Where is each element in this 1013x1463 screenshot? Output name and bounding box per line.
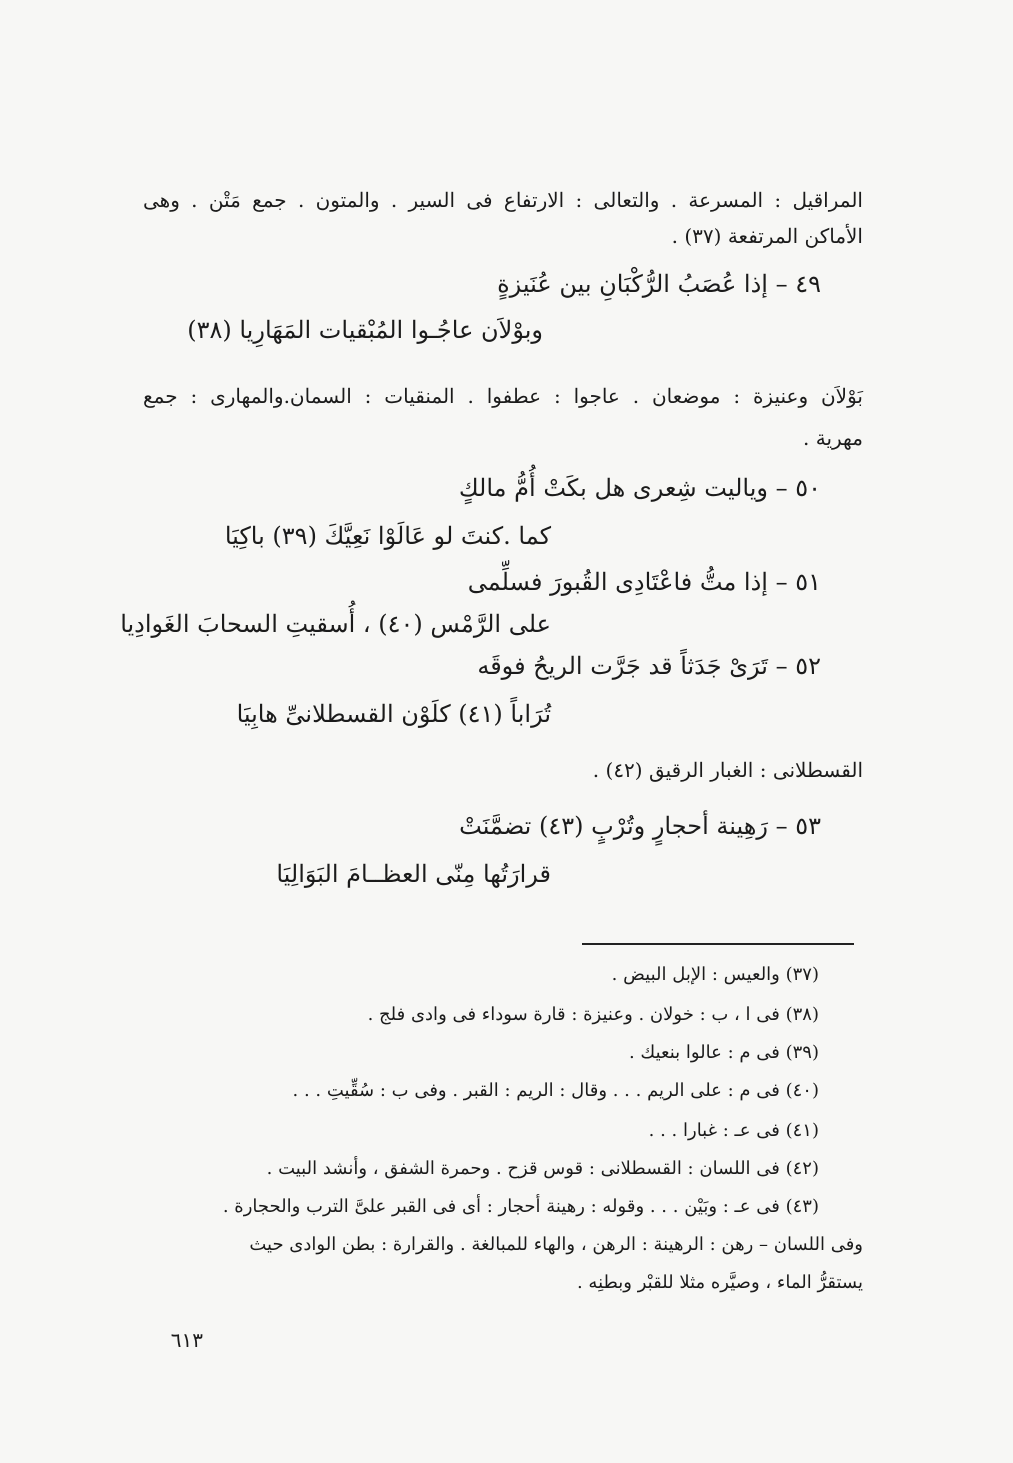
verse-53-first-hemistich: ٥٣ – رَهِينة أحجارٍ وتُرْبٍ (٤٣) تضمَّنَتْ	[459, 812, 821, 840]
footnote-40: (٤٠) فى م : على الريم . . . وقال : الريم : القبر . وفى ب : سُقِّيتِ . . .	[292, 1080, 819, 1101]
verse-51-first-hemistich: ٥١ – إذا متُّ فاعْتَادِى القُبورَ فسلِّمى	[467, 568, 821, 596]
footnote-39: (٣٩) فى م : عالوا بنعيك .	[628, 1042, 819, 1063]
footnote-41: (٤١) فى عـ : غبارا . . .	[648, 1120, 819, 1141]
footnote-42: (٤٢) فى اللسان : القسطلانى : قوس قزح . وحمرة الشفق ، وأنشد البيت .	[266, 1158, 819, 1179]
verse-51-second-hemistich: على الرَّمْس (٤٠) ، أُسقيتِ السحابَ الغَوادِيا	[120, 610, 551, 638]
footnote-43: (٤٣) فى عـ : وبَيْن . . . وقوله : رهينة أحجار : أى فى القبر علىَّ الترب والحجارة .	[222, 1196, 819, 1217]
footnote-37: (٣٧) والعيس : الإبل البيض .	[611, 964, 819, 985]
verse-50-first-hemistich: ٥٠ – وياليت شِعرى هل بكَتْ أُمُّ مالكٍ	[458, 474, 821, 502]
page-number: ٦١٣	[170, 1328, 203, 1352]
footnote-separator	[582, 943, 854, 945]
verse-52-second-hemistich: تُرَاباً (٤١) كلَوْن القسطلانىِّ هابِيَا	[236, 700, 551, 728]
footnote-43-continued: يستقرُّ الماء ، وصيَّره مثلا للقبْر وبطنِه .	[576, 1272, 863, 1293]
prose-line: بَوْلاَن وعنيزة : موضعان . عاجوا : عطفوا . المنقيات : السمان.والمهارى : جمع	[143, 384, 863, 408]
prose-line: الأماكن المرتفعة (٣٧) .	[671, 224, 863, 248]
verse-52-first-hemistich: ٥٢ – تَرَىْ جَدَثاً قد جَرَّت الريحُ فوقَه	[477, 652, 821, 680]
prose-line: مهرية .	[803, 426, 863, 450]
verse-49-second-hemistich: وبوْلاَن عاجُـوا المُبْقيات المَهَارِيا (٣٨)	[187, 316, 543, 344]
footnote-38: (٣٨) فى ا ، ب : خولان . وعنيزة : قارة سوداء فى وادى فلج .	[367, 1004, 819, 1025]
verse-53-second-hemistich: قرارَتُها مِنّى العظــامَ البَوَالِيَا	[276, 860, 551, 888]
verse-49-first-hemistich: ٤٩ – إذا عُصَبُ الرُّكْبَانِ بين عُنَيزةٍ	[497, 270, 821, 298]
verse-50-second-hemistich: كما .كنتَ لو عَالَوْا نَعِيَّكَ (٣٩) باكِيَا	[224, 522, 551, 550]
prose-line: المراقيل : المسرعة . والتعالى : الارتفاع فى السير . والمتون . جمع مَتْن . وهى	[143, 188, 863, 212]
footnote-43-continued: وفى اللسان – رهن : الرهينة : الرهن ، والهاء للمبالغة . والقرارة : بطن الوادى حيث	[249, 1234, 863, 1255]
prose-line: القسطلانى : الغبار الرقيق (٤٢) .	[592, 758, 863, 782]
